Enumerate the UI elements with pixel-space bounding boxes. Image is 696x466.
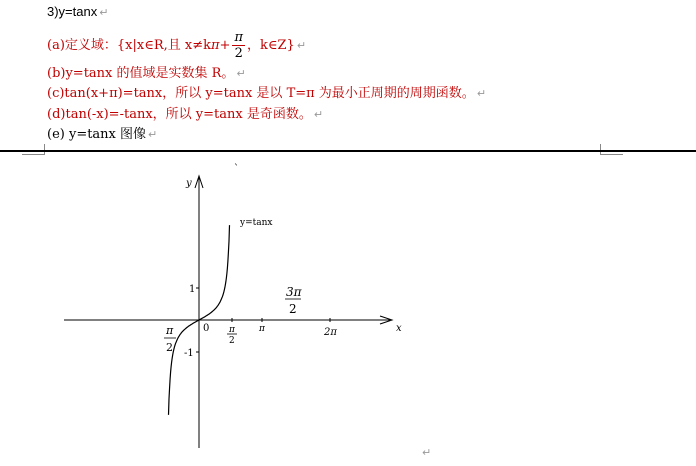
item-a-fraction [232, 30, 245, 61]
tangent-graph [0, 152, 696, 466]
two-pi-label: 2π [324, 327, 337, 338]
curve-label: y=tanx [240, 218, 273, 228]
pi-label: π [259, 324, 265, 334]
item-a-frac-num: π [234, 30, 243, 45]
item-c-text: (c)tan(x+π)=tanx，所以 y=tanx 是以 T=π 为最小正周期的周期函数。 [47, 86, 475, 101]
item-d-text: (d)tan(-x)=-tanx，所以 y=tanx 是奇函数。 [47, 107, 312, 122]
item-c-period [47, 86, 486, 102]
x-axis-label: x [396, 323, 402, 334]
origin-label: 0 [203, 323, 210, 334]
item-d-odd [47, 107, 323, 123]
item-a-frac-den: 2 [234, 46, 243, 61]
paragraph-mark: ↵ [148, 128, 158, 141]
stray-mark: ` [234, 164, 239, 175]
paragraph-mark: ↵ [236, 67, 246, 80]
paragraph-mark: ↵ [476, 87, 487, 100]
half-pi-den: 2 [229, 336, 235, 346]
heading-text: 3)y=tanx [47, 4, 98, 19]
three-half-pi-den: 2 [289, 302, 297, 316]
neg-half-pi-den: 2 [166, 341, 173, 354]
section-heading [47, 4, 108, 21]
half-pi-num: π [229, 325, 235, 335]
item-b-text: (b)y=tanx 的值域是实数集 R。 [47, 66, 235, 81]
item-e-text: (e) y=tanx 图像 [47, 127, 147, 142]
item-a-domain [47, 30, 306, 61]
item-a-plus: + [219, 38, 231, 53]
y-tick-minus-one-label: -1 [184, 348, 194, 359]
y-tick-one-label: 1 [189, 284, 196, 295]
paragraph-mark: ↵ [422, 446, 432, 459]
neg-half-pi-num: π [166, 324, 174, 337]
item-a-pi: π [211, 38, 220, 53]
three-half-pi-num: 3π [286, 285, 302, 299]
paragraph-mark: ↵ [296, 39, 307, 52]
paragraph-mark: ↵ [313, 108, 324, 121]
item-a-prefix: (a)定义域：{x|x∈R,且 x≠k [47, 38, 211, 53]
item-b-range [47, 66, 246, 82]
item-a-suffix: ，k∈Z} [247, 38, 295, 53]
y-axis-label: y [186, 178, 192, 189]
item-e-graph-caption [47, 127, 157, 143]
paragraph-mark: ↵ [99, 6, 109, 19]
